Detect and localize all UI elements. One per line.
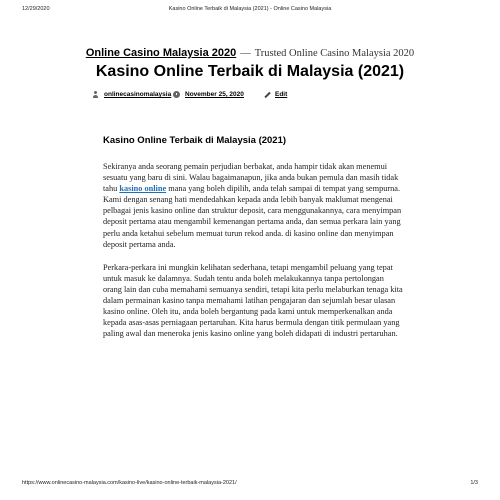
clock-icon — [173, 91, 180, 98]
site-separator: — — [240, 48, 251, 59]
print-header — [0, 6, 500, 16]
print-url: https://www.onlinecasino-malaysia.com/kasino-live/kasino-online-terbaik-malaysia-2021/ — [22, 480, 237, 486]
page-title: Kasino Online Terbaik di Malaysia (2021) — [95, 63, 405, 80]
article-content — [103, 135, 403, 351]
edit-link[interactable] — [263, 91, 287, 98]
person-icon — [92, 91, 99, 98]
site-description: Trusted Online Casino Malaysia 2020 — [254, 48, 415, 59]
author-name: onlinecasinomalaysia — [104, 91, 172, 98]
paragraph-1 — [103, 161, 403, 250]
article-heading: Kasino Online Terbaik di Malaysia (2021) — [103, 135, 287, 146]
edit-label: Edit — [275, 91, 288, 98]
paragraph-2: Perkara-perkara ini mungkin kelihatan sederhana, tetapi mengambil peluang yang tepat untuk masuk ke dalamnya. Sudah tentu anda boleh melakukannya tanpa pertolongan orang lain dan cuba memahami semuanya sendiri, tetapi kita perlu melaburkan tenaga kita dalam permainan kasino tanpa memahami latihan pengajaran dan sejumlah besar ulasan kasino online. Oleh itu, anda boleh bergantung pada kami untuk memperkenalkan anda kepada asas-asas perniagaan pertaruhan. Kita harus bermula dengan titik permulaan yang paling awal dan meneroka jenis kasino online yang boleh didapati di industri pertaruhan. — [103, 262, 403, 339]
site-branding — [0, 43, 500, 61]
author-link[interactable] — [92, 91, 171, 98]
page-number: 1/3 — [470, 480, 478, 486]
site-title-link[interactable]: Online Casino Malaysia 2020 — [85, 47, 237, 59]
post-date: November 25, 2020 — [185, 91, 244, 98]
print-date: 12/29/2020 — [22, 6, 50, 12]
print-page-title: Kasino Online Terbaik di Malaysia (2021) - Online Casino Malaysia — [168, 6, 332, 12]
paragraph-1-text-a: Sekiranya anda seorang pemain perjudian berbakat, anda hampir tidak akan menemui sesuatu yang baru di sini. Walau bagaimanapun, jika anda bukan pemula dan masih tidak tahu — [103, 162, 399, 194]
date-link[interactable] — [173, 91, 244, 98]
pencil-icon — [263, 91, 270, 98]
print-footer — [0, 480, 500, 490]
kasino-online-link[interactable]: kasino online — [119, 184, 167, 194]
paragraph-1-text-b: mana yang boleh dipilih, anda telah sampai di tempat yang sempurna. Kami dengan senang hati mendedahkan kepada anda lebih banyak maklumat mengenai pelbagai jenis kasino online dan struktur deposit, cara menggunakannya, cara menyimpan deposit pertama atau mengambil kemenangan pertama anda, dan semua perkara lain yang perlu anda ketahui sebelum memuat turun rekod anda. di kasino online dan menyimpan deposit pertama anda. — [103, 184, 402, 249]
